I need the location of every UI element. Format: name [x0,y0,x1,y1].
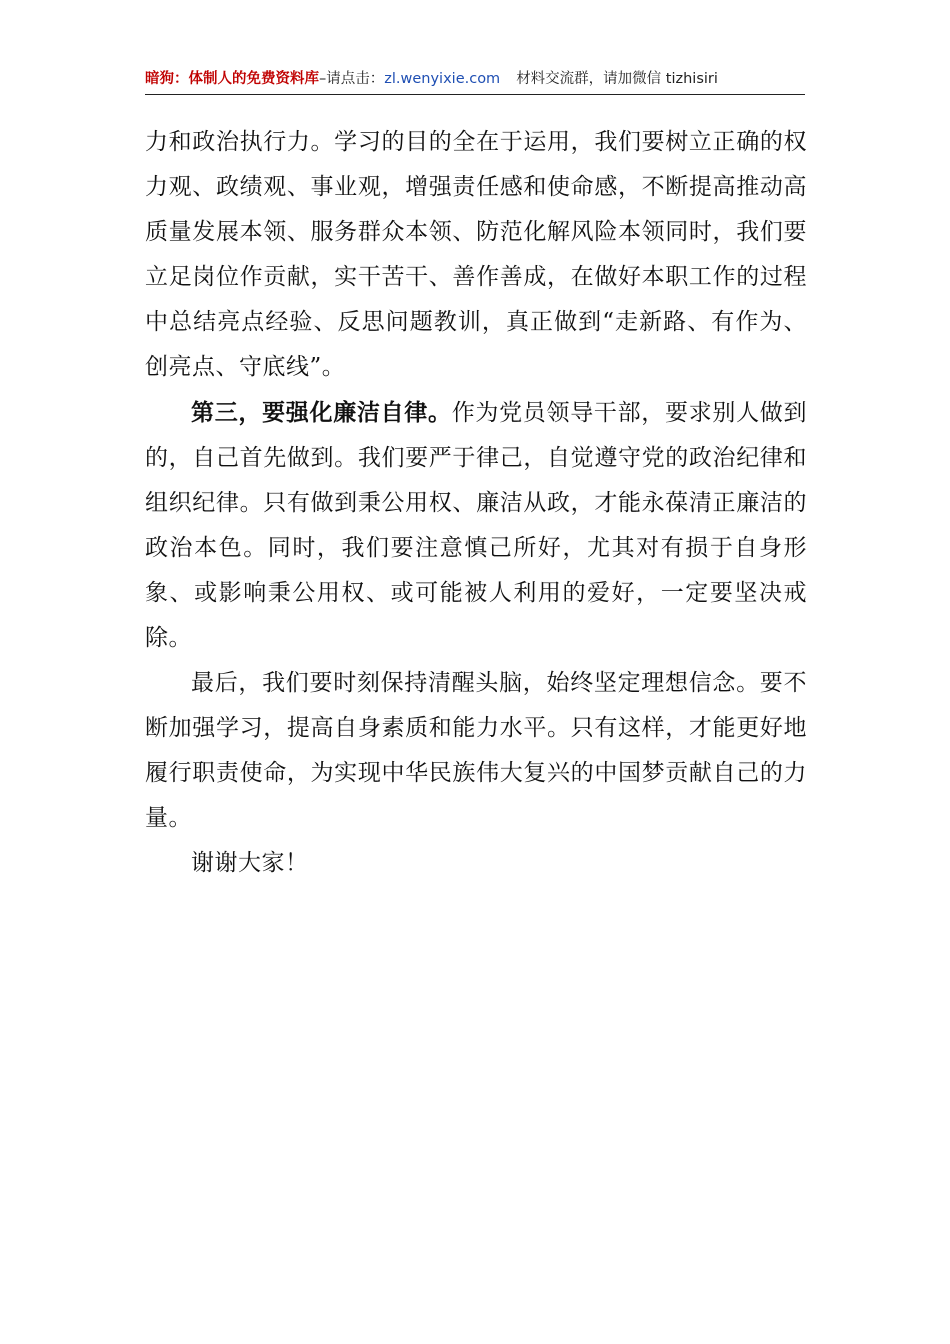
paragraph-lead-heading: 第三，要强化廉洁自律。 [191,399,452,426]
paragraph-integrity [145,390,807,661]
header-brand: 暗狗：体制人的免费资料库 [145,71,319,87]
paragraph-conclusion: 最后，我们要时刻保持清醒头脑，始终坚定理想信念。要不断加强学习，提高自身素质和能力水平。只有这样，才能更好地履行职责使命，为实现中华民族伟大复兴的中国梦贡献自己的力量。 [145,670,807,831]
page-header [145,68,805,95]
header-prompt: –请点击： [319,71,385,87]
header-group-info: 材料交流群，请加微信 tizhisiri [516,71,718,87]
paragraph-integrity-text: 作为党员领导干部，要求别人做到的，自己首先做到。我们要严于律己，自觉遵守党的政治纪律和组织纪律。只有做到秉公用权、廉洁从政，才能永葆清正廉洁的政治本色。同时，我们要注意慎己所好，尤其对有损于自身形象、或影响秉公用权、或可能被人利用的爱好，一定要坚决戒除。 [145,400,808,651]
header-url-link[interactable]: zl.wenyixie.com [384,71,501,87]
document-body [145,120,807,886]
paragraph-continuation: 力和政治执行力。学习的目的全在于运用，我们要树立正确的权力观、政绩观、事业观，增强责任感和使命感，不断提高推动高质量发展本领、服务群众本领、防范化解风险本领同时，我们要立足岗位作贡献，实干苦干、善作善成，在做好本职工作的过程中总结亮点经验、反思问题教训，真正做到“走新路、有作为、创亮点、守底线”。 [145,129,807,380]
paragraph-thanks: 谢谢大家！ [191,850,309,876]
